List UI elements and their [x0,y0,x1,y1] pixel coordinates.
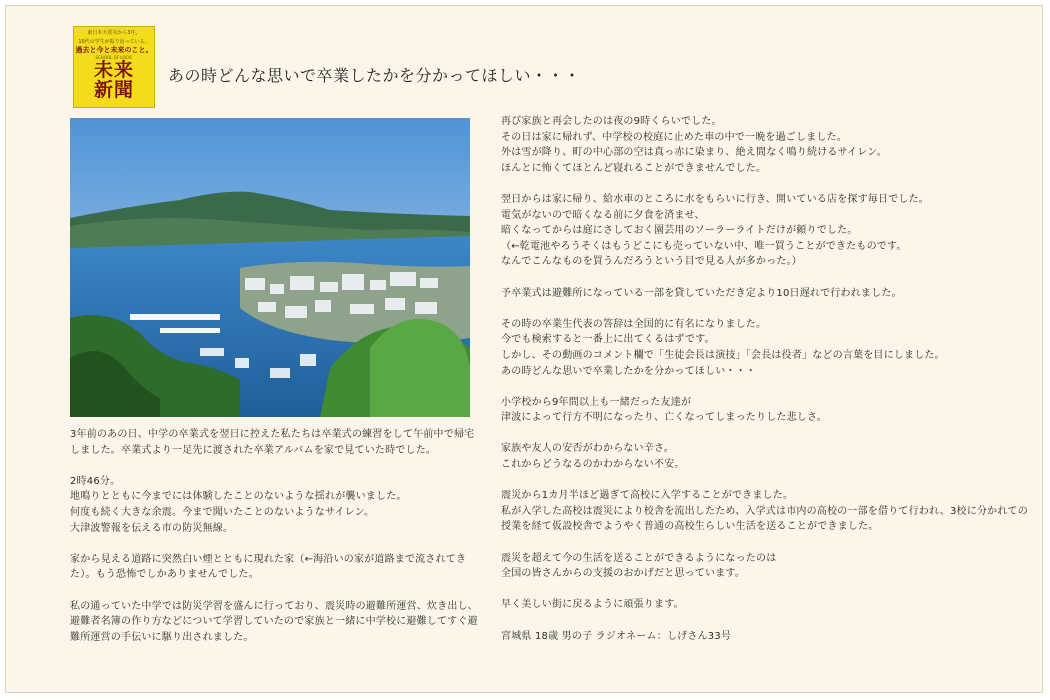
left-paragraph-2: 2時46分。 地鳴りとともに今までには体験したことのないような揺れが襲いました。 何度も続く大きな余震。今まで聞いたことのないようなサイレン。 大津波警報を伝える市の防災無線。 [70,475,407,534]
left-column-body [70,427,478,645]
right-paragraph-9: 早く美しい街に戻るように頑張ります。 [501,599,684,611]
right-paragraph-1: 再び家族と再会したのは夜の9時くらいでした。 その日は家に帰れず、中学校の校庭に止めた車の中で一晩を過ごしました。 外は雪が降り、町の中心部の空は真っ赤に染まり、絶え間なく鳴り続けるサイレン。 ほんとに怖くてほとんど寝れることができませんでした。 [501,116,887,174]
right-paragraph-6: 家族や友人の安否がわからない辛さ。 これからどうなるのかわからない不安。 [501,443,685,471]
logo-title-line1: 未来 [93,59,134,81]
coastal-town-photo [70,118,470,417]
logo-tagline-3: 過去と今と未来のこと。 [75,46,153,54]
right-column-body [501,114,1031,644]
right-paragraph-3: 予卒業式は避難所になっている一部を貸していただき定より10日遅れで行われました。 [501,287,902,299]
logo-tagline-1: 東日本大震災から3年。 [87,30,141,36]
left-paragraph-1: 3年前のあの日、中学の卒業式を翌日に控えた私たちは卒業式の練習をして午前中で帰宅しました。卒業式より一足先に渡された卒業アルバムを家で見ていた時でした。 [70,429,475,456]
logo-title-line2: 新聞 [93,79,134,101]
right-paragraph-8: 震災を超えて今の生活を送ることができるようになったのは 全国の皆さんからの支援のおかげだと思っています。 [501,552,777,580]
article-headline: あの時どんな思いで卒業したかを分かってほしい・・・ [168,66,581,85]
left-paragraph-3: 家から見える道路に突然白い煙とともに現れた家（←海沿いの家が道路まで流されてきた）。もう恐怖でしかありませんでした。 [70,553,467,581]
right-paragraph-2: 翌日からは家に帰り、給水車のところに水をもらいに行き、開いている店を探す毎日でした。 電気がないので暗くなる前に夕食を済ませ、 暗くなってからは庭にさしておく園芸用のソーラーライトだけが頼りでした。 （←乾電池やろうそくはもうどこにも売っていない中、唯一買うことができたものです。 なんでこんなものを買うんだろうという目で見る人が多かった。） [501,193,929,268]
logo-tagline-2: 10代の学生が振り返っている。 [78,39,150,45]
author-signature: 宮城県 18歳 男の子 ラジオネーム：しげさん33号 [501,630,732,642]
mirai-shinbun-logo [73,26,155,108]
right-paragraph-5: 小学校から9年間以上も一緒だった友達が 津波によって行方不明になったり、亡くなってしまったりした悲しさ。 [501,396,827,424]
left-paragraph-4: 私の通っていた中学では防災学習を盛んに行っており、震災時の避難所運営、炊き出し、避難者名簿の作り方などについて学習していたので家族と一緒に中学校に避難してすぐ避難所運営の手伝いに駆り出されました。 [70,600,478,643]
right-paragraph-7: 震災から1カ月半ほど過ぎて高校に入学することができました。 私が入学した高校は震災により校舎を流出したため、入学式は市内の高校の一部を借りて行われ、3校に分かれての授業を経て仮設校舎でようやく普通の高校生らしい生活を送ることができました。 [501,490,1028,533]
logo-program-name: SCHOOL OF LOCK! [95,55,133,60]
right-paragraph-4: その時の卒業生代表の答辞は全国的に有名になりました。 今でも検索すると一番上に出てくるはずです。 しかし、その動画のコメント欄で「生徒会長は演技」「会長は役者」などの言葉を目にしました。 あの時どんな思いで卒業したかを分かってほしい・・・ [501,318,945,377]
